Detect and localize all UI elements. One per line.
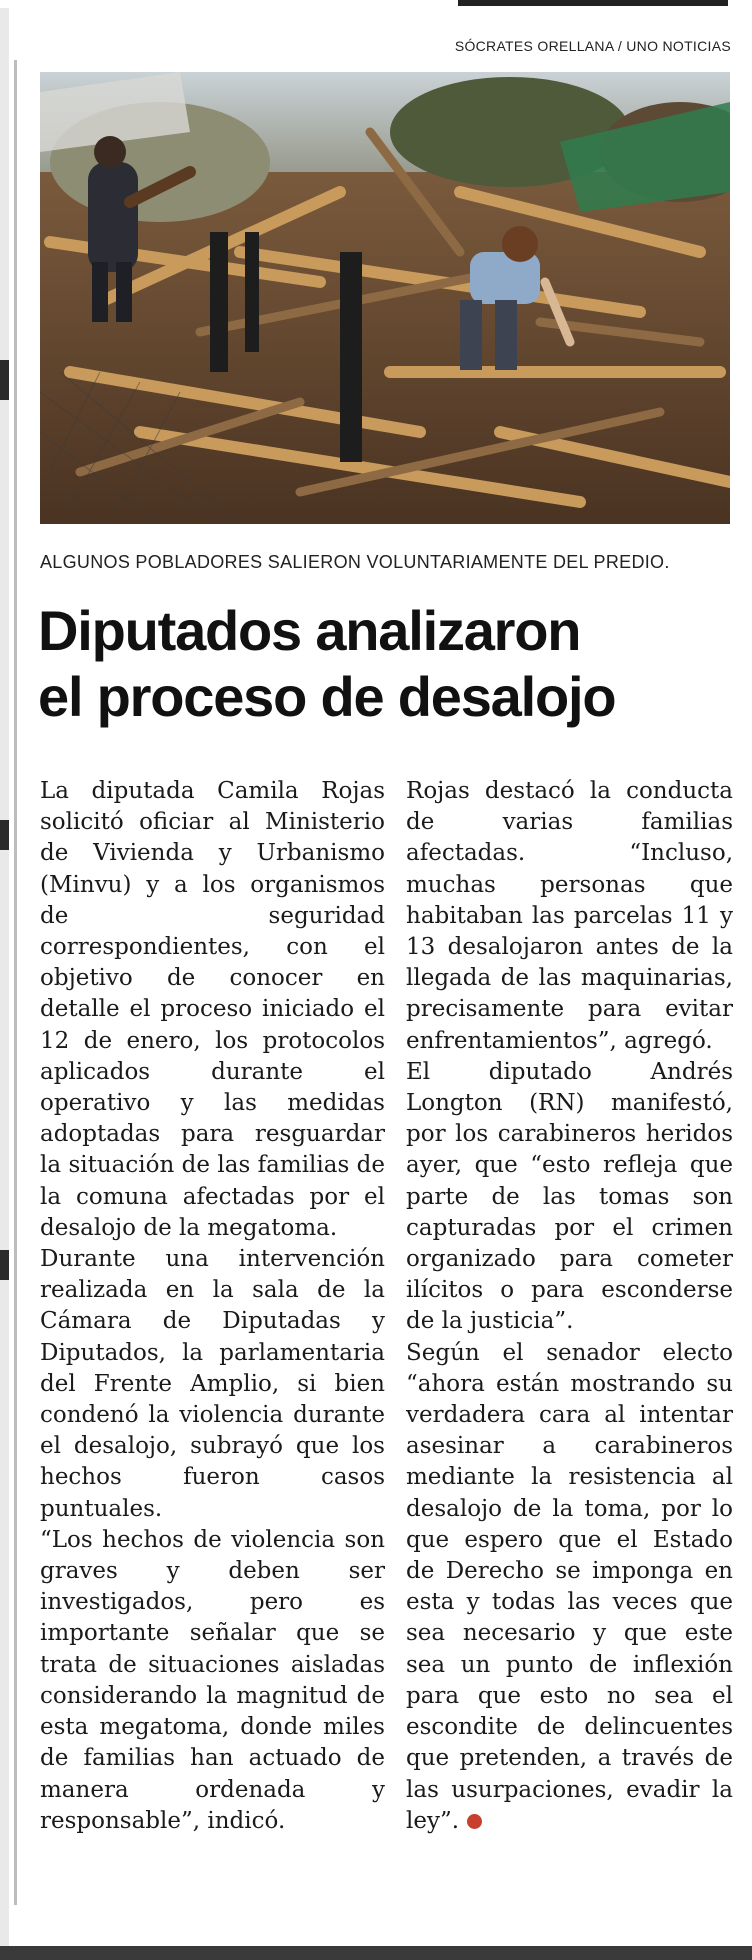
- end-of-article-icon: [467, 1814, 482, 1829]
- headline: [38, 598, 728, 730]
- paragraph: Rojas destacó la conducta de varias familias afectadas. “Incluso, muchas personas que habitaban las parcelas 11 y 13 desalojaron antes de la llegada de las maquinarias, precisamente para evitar enfrentamientos”, agregó.: [406, 778, 733, 1054]
- paragraph-text: Según el senador electo “ahora están mostrando su verdadera cara al intentar asesinar a carabineros mediante la resistencia al desalojo de la toma, por lo que espero que el Estado de Derecho se imponga en esta y todas las veces que sea necesario y que este sea un punto de inflexión para que esto no sea el escondite de delincuentes que pretenden, a través de las usurpaciones, evadir la ley”.: [406, 1339, 733, 1834]
- edge-mark: [0, 820, 9, 850]
- paragraph: “Los hechos de violencia son graves y deben ser investigados, pero es importante señalar que se trata de situaciones aisladas considerando la magnitud de esta megatoma, donde miles de familias han actuado de manera ordenada y responsable”, indicó.: [40, 1526, 385, 1834]
- photo-caption: ALGUNOS POBLADORES SALIERON VOLUNTARIAMENTE DEL PREDIO.: [40, 552, 670, 572]
- column-rule: [14, 60, 17, 1905]
- edge-mark: [0, 360, 9, 400]
- body-column-2: [406, 776, 733, 1837]
- bottom-bar: [0, 1946, 752, 1960]
- headline-line-2: el proceso de desalojo: [38, 665, 616, 728]
- paragraph: El diputado Andrés Longton (RN) manifestó, por los carabineros heridos ayer, que “esto refleja que parte de las tomas son capturadas por el crimen organizado para cometer ilícitos o para esconderse de la justicia”.: [406, 1058, 733, 1335]
- edge-mark: [0, 1250, 9, 1280]
- photo-credit: SÓCRATES ORELLANA / UNO NOTICIAS: [454, 38, 731, 54]
- paragraph: La diputada Camila Rojas solicitó oficiar al Ministerio de Vivienda y Urbanismo (Minvu) y a los organismos de seguridad correspondientes, con el objetivo de conocer en detalle el proceso iniciado el 12 de enero, los protocolos aplicados durante el operativo y las medidas adoptadas para resguardar la situación de las familias de la comuna afectadas por el desalojo de la megatoma.: [40, 778, 385, 1241]
- headline-line-1: Diputados analizaron: [38, 599, 581, 662]
- body-column-1: [40, 776, 385, 1837]
- paragraph: Durante una intervención realizada en la sala de la Cámara de Diputadas y Diputados, la parlamentaria del Frente Amplio, si bien condenó la violencia durante el desalojo, subrayó que los hechos fueron casos puntuales.: [40, 1246, 385, 1522]
- top-bar: [0, 0, 752, 8]
- top-rule: [458, 0, 728, 6]
- demolished-houses-photo: [40, 72, 730, 524]
- page-edge-strip: [0, 0, 9, 1960]
- paragraph: [406, 1338, 733, 1837]
